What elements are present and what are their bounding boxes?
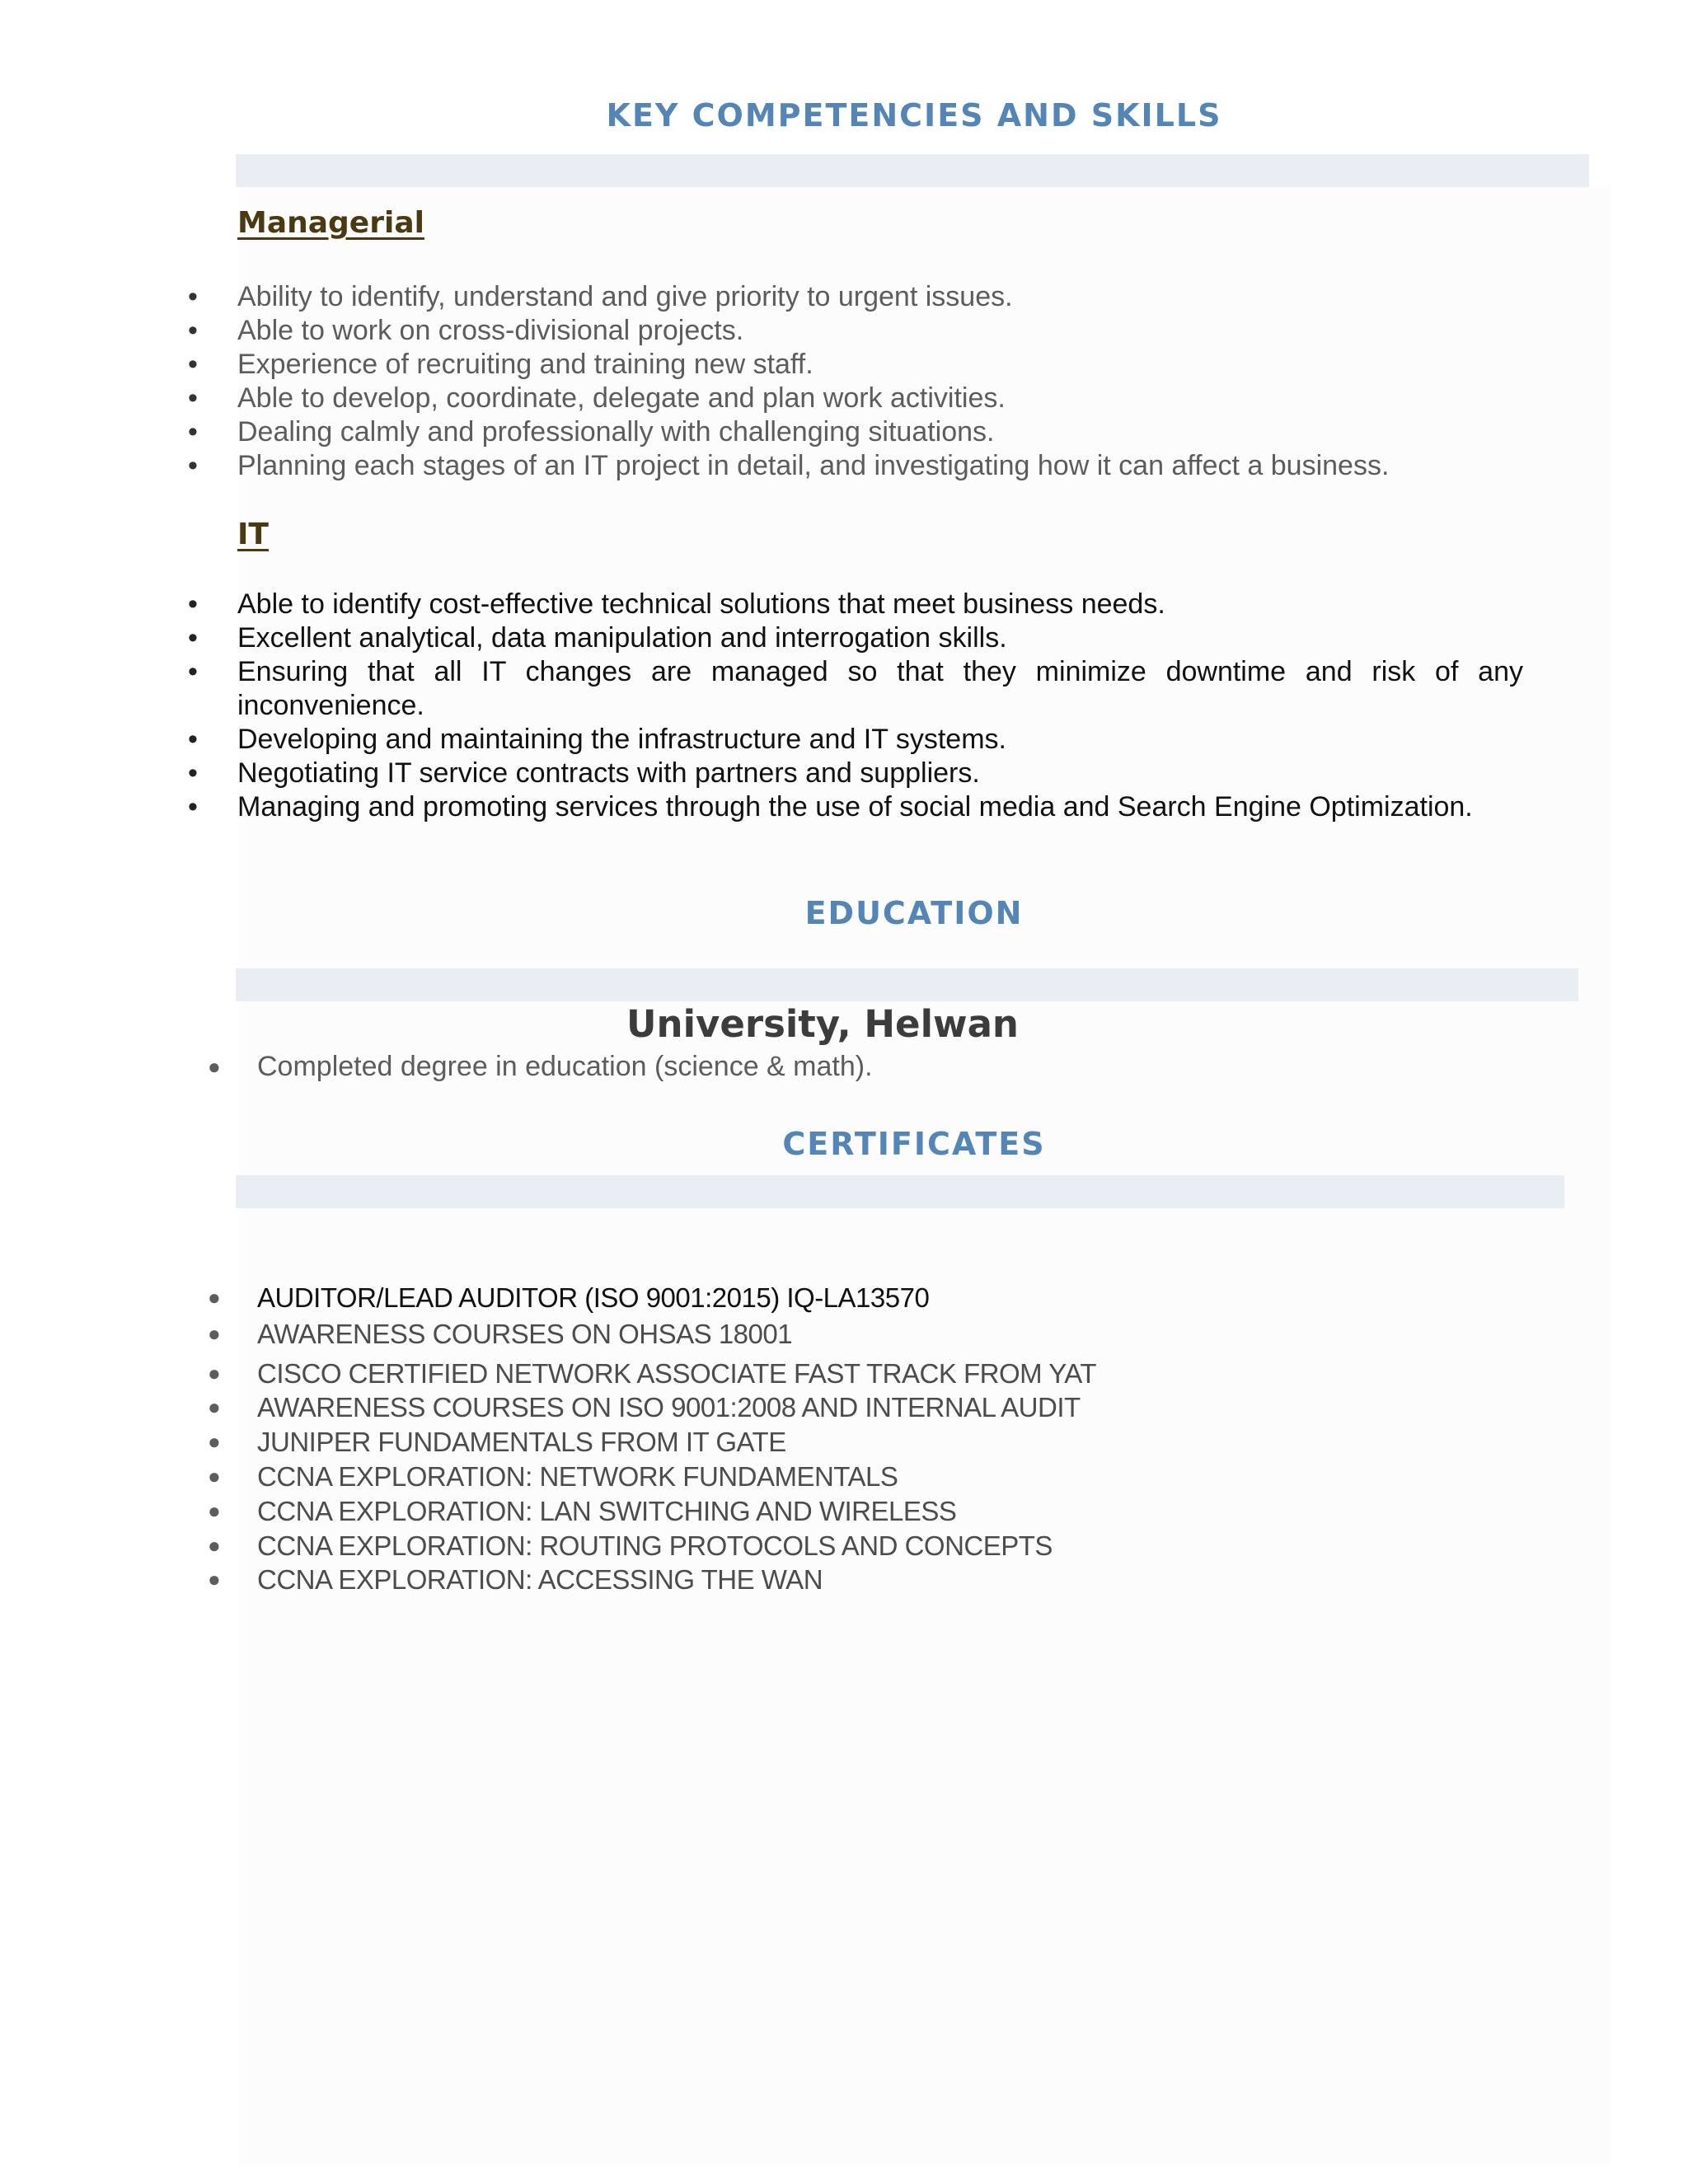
list-item: • Ability to identify, understand and give priority to urgent issues. xyxy=(237,280,1523,314)
list-item: ● CISCO CERTIFIED NETWORK ASSOCIATE FAST TRACK FROM YAT xyxy=(257,1357,1096,1391)
list-item: • Developing and maintaining the infrastructure and IT systems. xyxy=(237,723,1523,757)
list-item: ● AUDITOR/LEAD AUDITOR (ISO 9001:2015) IQ-LA13570 xyxy=(257,1281,1096,1315)
skills-section-band xyxy=(236,154,1589,187)
list-item: • Able to work on cross-divisional projects. xyxy=(237,314,1523,348)
list-item: ● CCNA EXPLORATION: ROUTING PROTOCOLS AND CONCEPTS xyxy=(257,1529,1096,1563)
education-list xyxy=(257,1049,873,1084)
certificates-section-band xyxy=(236,1175,1564,1208)
list-item: • Able to identify cost-effective technical solutions that meet business needs. xyxy=(237,588,1523,621)
it-heading: IT xyxy=(237,518,269,551)
list-item: • Excellent analytical, data manipulation and interrogation skills. xyxy=(237,621,1523,655)
list-item: • Experience of recruiting and training new staff. xyxy=(237,348,1523,382)
list-item: ● AWARENESS COURSES ON OHSAS 18001 xyxy=(257,1317,1096,1352)
list-item: ● CCNA EXPLORATION: ACCESSING THE WAN xyxy=(257,1563,1096,1597)
list-item: ● CCNA EXPLORATION: LAN SWITCHING AND WIRELESS xyxy=(257,1494,1096,1529)
education-section-band xyxy=(236,968,1578,1001)
list-item: • Dealing calmly and professionally with challenging situations. xyxy=(237,415,1523,449)
skills-section-title: KEY COMPETENCIES AND SKILLS xyxy=(606,97,1222,134)
it-skills-list xyxy=(237,588,1523,824)
list-item: • Managing and promoting services through the use of social media and Search Engine Optimization. xyxy=(237,790,1523,824)
education-section-title: EDUCATION xyxy=(804,895,1024,931)
list-item: ● AWARENESS COURSES ON ISO 9001:2008 AND INTERNAL AUDIT xyxy=(257,1390,1096,1425)
managerial-heading: Managerial xyxy=(237,206,424,240)
list-item: • Ensuring that all IT changes are managed so that they minimize downtime and risk of any inconvenience. xyxy=(237,655,1523,723)
certificates-section-title: CERTIFICATES xyxy=(782,1126,1046,1162)
list-item: ● JUNIPER FUNDAMENTALS FROM IT GATE xyxy=(257,1425,1096,1460)
list-item: ● Completed degree in education (science & math). xyxy=(257,1049,873,1084)
institution-name: University, Helwan xyxy=(626,1002,1019,1046)
list-item: • Planning each stages of an IT project in detail, and investigating how it can affect a business. xyxy=(237,449,1523,483)
certificates-list xyxy=(257,1281,1096,1597)
list-item: • Able to develop, coordinate, delegate and plan work activities. xyxy=(237,382,1523,415)
list-item: ● CCNA EXPLORATION: NETWORK FUNDAMENTALS xyxy=(257,1460,1096,1494)
managerial-skills-list xyxy=(237,280,1523,483)
list-item: • Negotiating IT service contracts with partners and suppliers. xyxy=(237,757,1523,790)
